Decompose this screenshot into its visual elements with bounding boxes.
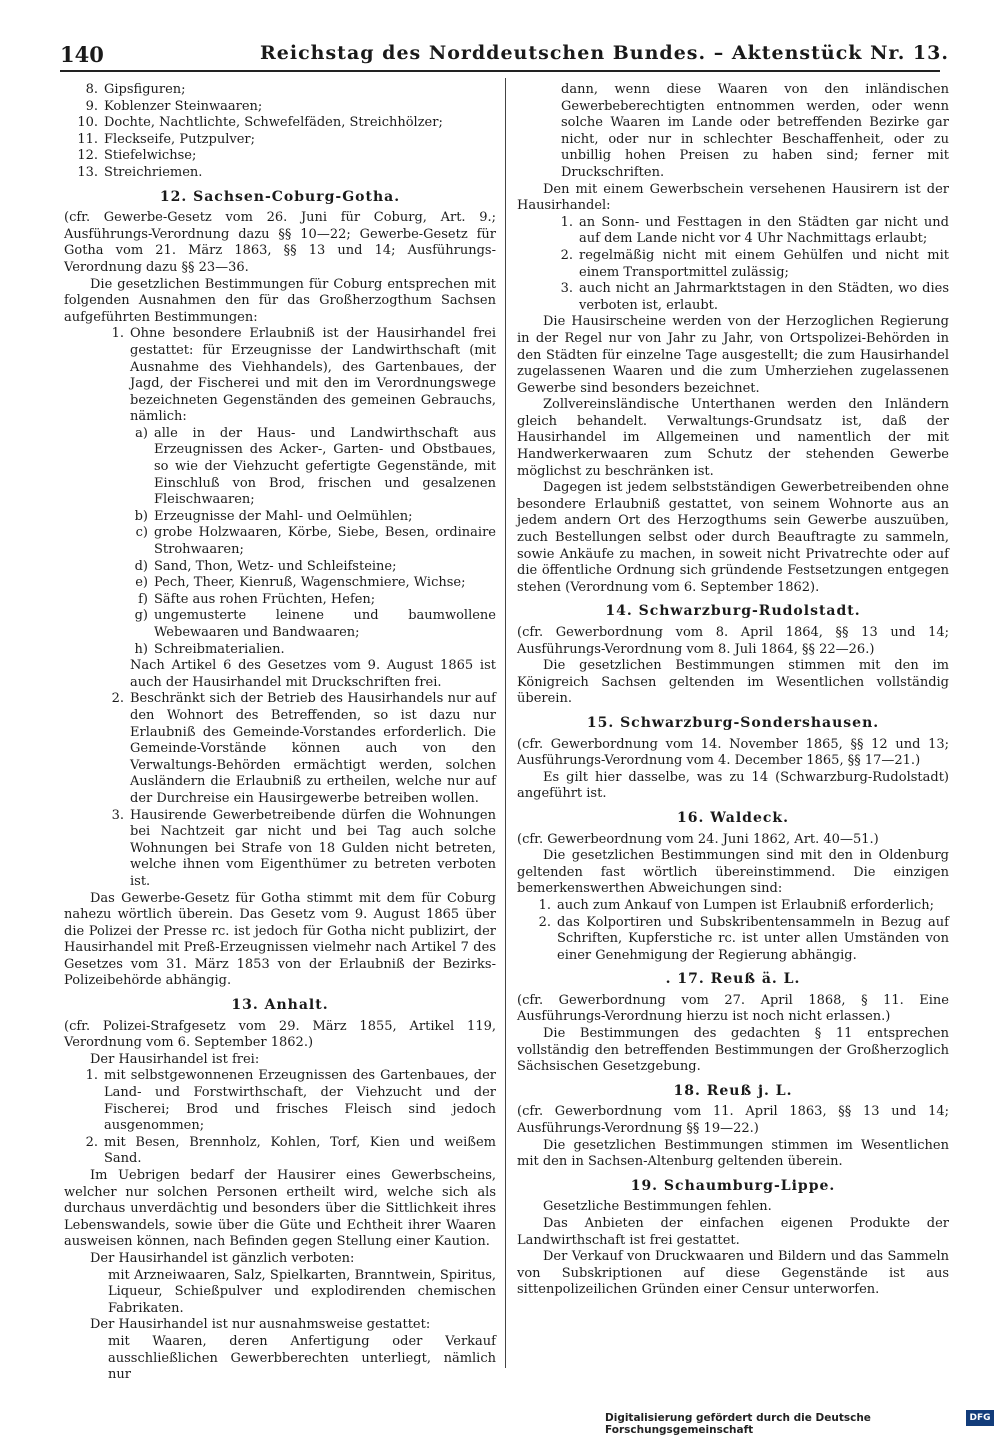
right-column <box>517 82 949 1299</box>
section-title-14: 14. Schwarzburg-Rudolstadt. <box>605 603 861 620</box>
list-item: h) Schreibmaterialien. <box>134 641 285 657</box>
section-ref-16: (cfr. Gewerbeordnung vom 24. Juni 1862, Art. 40—51.) <box>517 831 879 847</box>
section-title-16: 16. Waldeck. <box>677 809 789 826</box>
paragraph: Der Hausirhandel ist gänzlich verboten: <box>90 1250 355 1266</box>
list-items-8-13 <box>64 82 496 182</box>
goods-sublist <box>64 426 496 658</box>
list-item: 2. regelmäßig nicht mit einem Gehülfen und nicht mit einem Transportmittel zulässig; <box>560 247 949 280</box>
list-item: 8. Gipsfiguren; <box>85 82 186 97</box>
list-item: a) alle in der Haus- und Landwirthschaft aus Erzeugnissen des Acker-, Garten- und Obstbaues, so wie der Viehzucht gefertigte Gegenstände, mit Einschluß von Brod, frischen und gesalzenen Fleischwaaren; <box>135 425 496 508</box>
section-ref-14: (cfr. Gewerbordnung vom 8. April 1864, §§ 13 und 14; Ausführungs-Verordnung vom 8. Juli 1864, §§ 22—26.) <box>517 625 949 657</box>
paragraph: Es gilt hier dasselbe, was zu 14 (Schwarzburg-Rudolstadt) angeführt ist. <box>517 769 949 802</box>
paragraph: Die gesetzlichen Bestimmungen für Coburg entsprechen mit folgenden Ausnahmen den für das Großherzogthum Sachsen aufgeführten Bestimmungen: <box>64 276 496 325</box>
paragraph: Das Anbieten der einfachen eigenen Produkte der Landwirthschaft ist frei gestattet. <box>517 1216 949 1248</box>
section-title-13: 13. Anhalt. <box>231 997 329 1014</box>
paragraph: Die gesetzlichen Bestimmungen stimmen mit den im Königreich Sachsen geltenden im Wesentlichen vollständig überein. <box>517 658 949 707</box>
paragraph: Die Hausirscheine werden von der Herzoglichen Regierung in der Regel nur von Jahr zu Jahr, von Ortspolizei-Behörden in den Städten für einzelne Tage ausgestellt; die zum Hausirhandel zugelassenen Waaren und die zum Umherziehen zugelassenen Gewerbe sind besonders bezeichnet. <box>517 314 949 396</box>
list-item: b) Erzeugnisse der Mahl- und Oelmühlen; <box>134 508 413 524</box>
running-title: Reichstag des Norddeutschen Bundes. – Aktenstück Nr. 13. <box>260 42 949 64</box>
coburg-list <box>64 326 496 426</box>
paragraph: Die gesetzlichen Bestimmungen sind mit den in Oldenburg geltenden fast wörtlich übereinstimmend. Die einzigen bemerkenswerthen Abweichungen sind: <box>517 848 949 897</box>
list-item: e) Pech, Theer, Kienruß, Wagenschmiere, Wichse; <box>135 575 466 591</box>
list-item: d) Sand, Thon, Wetz- und Schleifsteine; <box>134 558 397 574</box>
list-item: c) grobe Holzwaaren, Körbe, Siebe, Besen, ordinaire Strohwaaren; <box>135 525 496 558</box>
paragraph: Die gesetzlichen Bestimmungen stimmen im Wesentlichen mit den in Sachsen-Altenburg geltenden überein. <box>517 1137 949 1170</box>
section-ref-13: (cfr. Polizei-Strafgesetz vom 29. März 1855, Artikel 119, Verordnung vom 6. September 1862.) <box>64 1018 496 1051</box>
column-divider <box>505 78 506 1368</box>
paragraph: Nach Artikel 6 des Gesetzes vom 9. August 1865 ist auch der Hausirhandel mit Druckschriften frei. <box>130 658 496 690</box>
list-item: 13. Streichriemen. <box>77 164 203 180</box>
list-item: 1. Ohne besondere Erlaubniß ist der Hausirhandel frei gestattet: für Erzeugnisse der Landwirthschaft (mit Ausnahme des Viehhandels), des Gartenbaues, der Jagd, der Fischerei und mit den im Verordnungswege bezeichneten Gegenständen des gemeinen Gebrauchs, nämlich: <box>111 326 496 425</box>
page-number: 140 <box>60 42 104 67</box>
section-ref-18: (cfr. Gewerbordnung vom 11. April 1863, §§ 13 und 14; Ausführungs-Verordnung §§ 19—22.) <box>517 1104 949 1137</box>
list-item: 12. Stiefelwichse; <box>77 148 197 164</box>
coburg-list-cont <box>64 691 496 890</box>
list-item: 10. Dochte, Nachtlichte, Schwefelfäden, Streichhölzer; <box>77 115 443 131</box>
list-item: 2. mit Besen, Brennholz, Kohlen, Torf, Kien und weißem Sand. <box>85 1134 496 1167</box>
paragraph: mit Arzneiwaaren, Salz, Spielkarten, Branntwein, Spiritus, Liqueur, Schießpulver und explodirenden chemischen Fabrikaten. <box>108 1267 496 1316</box>
paragraph: mit Waaren, deren Anfertigung oder Verkauf ausschließlichen Gewerbberechten unterliegt, nämlich nur <box>108 1333 496 1383</box>
list-item: g) ungemusterte leinene und baumwollene Webewaaren und Bandwaaren; <box>134 608 496 640</box>
list-item: f) Säfte aus rohen Früchten, Hefen; <box>138 591 376 607</box>
list-item: 2. Beschränkt sich der Betrieb des Hausirhandels nur auf den Wohnort des Betreffenden, so ist dazu nur Erlaubniß des Gemeinde-Vorstandes erforderlich. Die Gemeinde-Vorstände können auch von den Verwaltungs-Behörden ermächtigt werden, solchen Ausländern die Erlaubniß zu ertheilen, welche nur auf der Durchreise ein Hausirgewerbe betreiben wollen. <box>111 691 496 806</box>
paragraph: Im Uebrigen bedarf der Hausirer eines Gewerbscheins, welcher nur solchen Personen ertheilt wird, welche sich als durchaus unverdächtig und besonders über die Sittlichkeit ihres Lebenswandels, sowie über die Güte und Echtheit ihrer Waaren ausweisen können, nach Befinden gegen Stellung einer Kaution. <box>64 1168 496 1250</box>
list-item: 1. mit selbstgewonnenen Erzeugnissen des Gartenbaues, der Land- und Forstwirthschaft, der Viehzucht und der Fischerei; Brod und frisches Fleisch sind jedoch ausgenommen; <box>85 1068 496 1134</box>
list-item: 1. auch zum Ankauf von Lumpen ist Erlaubniß erforderlich; <box>538 897 934 913</box>
section-title-17: . 17. Reuß ä. L. <box>665 971 801 988</box>
list-item: 9. Koblenzer Steinwaaren; <box>85 98 263 114</box>
waldeck-list <box>517 898 949 964</box>
list-item: 3. auch nicht an Jahrmarktstagen in den Städten, wo dies verboten ist, erlaubt. <box>560 281 949 313</box>
dfg-logo: DFG <box>966 1410 994 1426</box>
section-ref-12: (cfr. Gewerbe-Gesetz vom 26. Juni für Coburg, Art. 9.; Ausführungs-Verordnung dazu §§ 10—22; Gewerbe-Gesetz für Gotha vom 21. März 1863, §§ 13 und 14; Ausführungs-Verordnung dazu §§ 23—36. <box>64 210 496 275</box>
paragraph: Der Hausirhandel ist frei: <box>90 1051 260 1067</box>
section-title-18: 18. Reuß j. L. <box>673 1082 793 1099</box>
section-title-15: 15. Schwarzburg-Sondershausen. <box>586 714 880 731</box>
gewerbschein-list <box>517 215 949 315</box>
section-title-12: 12. Sachsen-Coburg-Gotha. <box>159 188 401 205</box>
section-title-19: 19. Schaumburg-Lippe. <box>630 1177 836 1194</box>
list-item: 2. das Kolportiren und Subskribentensammeln in Bezug auf Schriften, Kupferstiche rc. ist unter allen Umständen von einer Genehmigung der Regierung abhängig. <box>538 914 949 963</box>
paragraph: Den mit einem Gewerbschein versehenen Hausirern ist der Hausirhandel: <box>517 181 949 214</box>
left-column <box>64 82 496 1384</box>
paragraph: Der Hausirhandel ist nur ausnahmsweise gestattet: <box>90 1317 431 1333</box>
list-item: 3. Hausirende Gewerbetreibende dürfen die Wohnungen bei Nachtzeit gar nicht und bei Tag auch solche Wohnungen bei Strafe von 18 Gulden nicht betreten, welche ihnen vom Eigenthümer zu betreten verboten ist. <box>111 807 496 889</box>
list-item: 1. an Sonn- und Festtagen in den Städten gar nicht und auf dem Lande nicht vor 4 Uhr Nachmittags erlaubt; <box>560 214 949 247</box>
header-rule <box>60 70 940 72</box>
paragraph: dann, wenn diese Waaren von den inländischen Gewerbeberechtigten entnommen werden, oder wenn solche Waaren im Lande oder betreffenden Bezirke gar nicht, oder nur in schlechter Beschaffenheit, oder zu unbillig hohen Preisen zu haben sind; ferner mit Druckschriften. <box>561 82 949 180</box>
anhalt-list <box>64 1068 496 1168</box>
paragraph: Das Gewerbe-Gesetz für Gotha stimmt mit dem für Coburg nahezu wörtlich überein. Das Gesetz vom 9. August 1865 über die Polizei der Presse rc. ist jedoch für Gotha nicht publizirt, der Hausirhandel mit Preß-Erzeugnissen vielmehr nach Artikel 7 des Gesetzes vom 31. März 1853 von der Erlaubniß der Bezirks-Polizeibehörde abhängig. <box>64 890 496 989</box>
paragraph: Zollvereinsländische Unterthanen werden den Inländern gleich behandelt. Verwaltungs-Grundsatz ist, daß der Hausirhandel im Allgemeinen und namentlich der mit Handwerkerwaaren zum Schutz der stehenden Gewerbe möglichst zu beschränken ist. <box>517 397 949 479</box>
paragraph: Der Verkauf von Druckwaaren und Bildern und das Sammeln von Subskriptionen auf diese Gegenstände ist aus sittenpolizeilichen Gründen einer Censur unterworfen. <box>517 1249 949 1298</box>
section-ref-15: (cfr. Gewerbordnung vom 14. November 1865, §§ 12 und 13; Ausführungs-Verordnung vom 4. December 1865, §§ 17—21.) <box>517 736 949 769</box>
digitization-credit: Digitalisierung gefördert durch die Deutsche Forschungsgemeinschaft <box>605 1412 871 1436</box>
list-item: 11. Fleckseife, Putzpulver; <box>77 131 255 147</box>
paragraph: Dagegen ist jedem selbstständigen Gewerbetreibenden ohne besondere Erlaubniß gestattet, von seinem Wohnorte aus an jedem andern Ort des Herzogthums sein Gewerbe auszuüben, zuch Bestellungen selbst oder durch Beauftragte zu sammeln, sowie Ankäufe zu machen, in soweit nicht Privatrechte oder auf die öffentliche Ordnung sich gründende Festsetzungen entgegen stehen (Verordnung vom 6. September 1862). <box>517 480 949 595</box>
paragraph: Gesetzliche Bestimmungen fehlen. <box>543 1199 772 1215</box>
paragraph: Die Bestimmungen des gedachten § 11 entsprechen vollständig den betreffenden Bestimmungen der Großherzoglich Sächsischen Gesetzgebung. <box>517 1026 949 1075</box>
page-header <box>60 42 949 72</box>
section-ref-17: (cfr. Gewerbordnung vom 27. April 1868, § 11. Eine Ausführungs-Verordnung hierzu ist noch nicht erlassen.) <box>517 992 949 1025</box>
